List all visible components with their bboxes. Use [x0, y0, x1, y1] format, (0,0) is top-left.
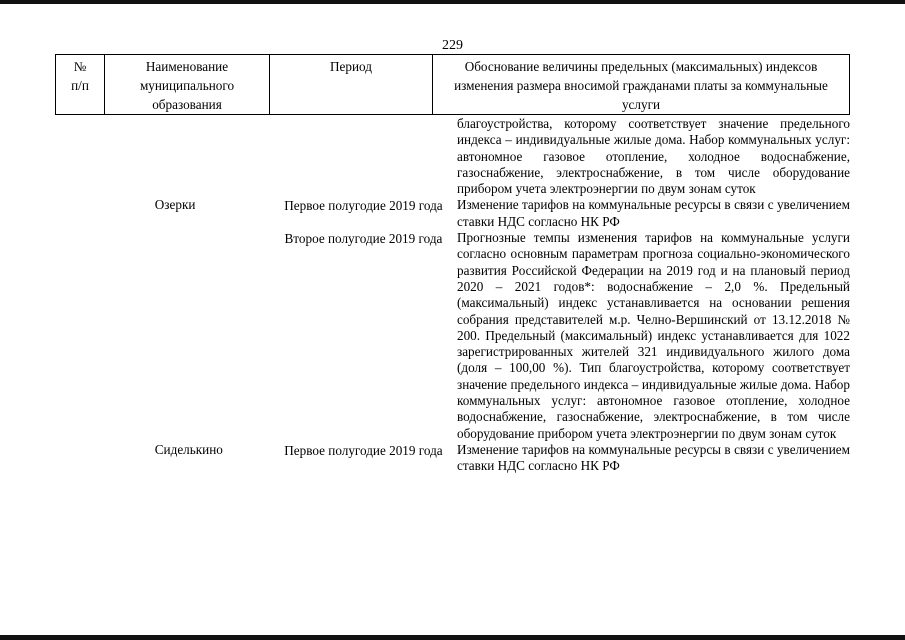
municipality-name: Озерки: [154, 197, 196, 213]
header-period: Период: [270, 55, 433, 115]
table-body: [55, 116, 850, 475]
table-row: [55, 442, 850, 475]
justification-text: Изменение тарифов на коммунальные ресурсы в связи с увеличением ставки НДС согласно НК РФ: [456, 441, 850, 474]
header-num: № п/п: [56, 55, 105, 115]
justification-text: Прогнозные темпы изменения тарифов на коммунальные услуги согласно основным параметрам прогноза социально-экономического развития Российской Федерации на 2019 год и на плановый период 2020 – 2021 годов*: водоснабжение – 2,0 %. Предельный (максимальный) индекс устанавливается на основании решения собрания представителей м.р. Челно-Вершинский от 13.12.2018 № 200. Предельный (максимальный) индекс устанавливается для 1022 зарегистрированных жителей 321 индивидуального жилого дома (доля – 100,00 %). Тип благоустройства, которому соответствует значение предельного индекса – индивидуальные жилые дома. Набор коммунальных услуг: автономное газовое отопление, холодное водоснабжение, газоснабжение, электроснабжение, в том числе оборудование прибором учета электроэнергии по двум зонам суток: [456, 230, 850, 441]
continuation-text: благоустройства, которому соответствует значение предельного индекса – индивидуальные жилые дома. Набор коммунальных услуг: автономное газовое отопление, холодное водоснабжение, газоснабжение, электроснабжение, в том числе оборудование прибором учета электроэнергии по двум зонам суток: [456, 116, 850, 197]
municipality-name: Сиделькино: [154, 441, 223, 457]
period: Второе полугодие 2019 года: [284, 231, 443, 247]
table-header: [55, 54, 850, 115]
header-name: Наименование муниципального образования: [105, 55, 270, 115]
table-row: [55, 230, 850, 442]
table-row: [55, 197, 850, 230]
justification-text: Изменение тарифов на коммунальные ресурсы в связи с увеличением ставки НДС согласно НК РФ: [456, 197, 850, 229]
table-row: [55, 116, 850, 197]
period: Первое полугодие 2019 года: [284, 198, 443, 214]
period: Первое полугодие 2019 года: [284, 442, 443, 458]
top-border: [0, 0, 905, 4]
page-number: 229: [442, 38, 463, 53]
bottom-border: [0, 635, 905, 640]
header-justification: Обоснование величины предельных (максимальных) индексов изменения размера вносимой гражданами платы за коммунальные услуги: [433, 55, 850, 115]
